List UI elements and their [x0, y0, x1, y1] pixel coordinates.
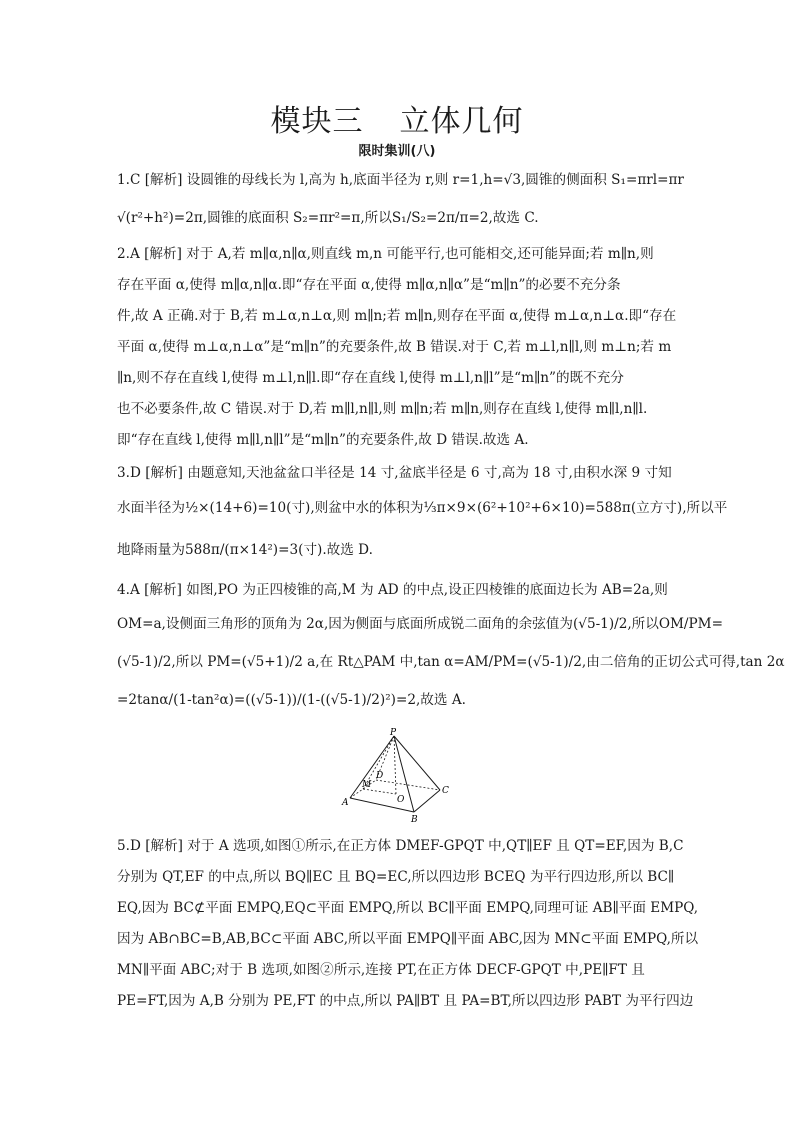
q5-line-5: MN∥平面 ABC;对于 B 选项,如图②所示,连接 PT,在正方体 DECF-GPQT 中,PE∥FT 且 [117, 962, 645, 978]
title-left: 模块三 [270, 104, 364, 139]
q2-line-5: ∥n,则不存在直线 l,使得 m⊥l,n∥l.即“存在直线 l,使得 m⊥l,n∥l”是“m∥n”的既不充分 [117, 370, 624, 386]
label-d: D [376, 771, 384, 781]
label-c: C [442, 786, 449, 796]
edge-pa [350, 736, 394, 798]
q3-line-2: 水面半径为½×(14+6)=10(寸),则盆中水的体积为⅓π×9×(6²+10²+6×10)=588π(立方寸),所以平 [117, 500, 728, 516]
q5-line-1: 5.D [解析] 对于 A 选项,如图①所示,在正方体 DMEF-GPQT 中,QT∥EF 且 QT=EF,因为 B,C [117, 838, 684, 854]
q5-line-4: 因为 AB∩BC=B,AB,BC⊂平面 ABC,所以平面 EMPQ∥平面 ABC,因为 MN⊂平面 EMPQ,所以 [117, 931, 699, 947]
q5-line-2: 分别为 QT,EF 的中点,所以 BQ∥EC 且 BQ=EC,所以四边形 BCEQ 为平行四边形,所以 BC∥ [117, 869, 675, 885]
q2-line-2: 存在平面 α,使得 m∥α,n∥α.即“存在平面 α,使得 m∥α,n∥α”是“m∥n”的必要不充分条 [117, 277, 621, 293]
edge-bc [414, 790, 440, 812]
label-m: M [362, 780, 372, 790]
q2-line-3: 件,故 A 正确.对于 B,若 m⊥α,n⊥α,则 m∥n;若 m∥n,则存在平面 α,使得 m⊥α,n⊥α.即“存在 [117, 308, 677, 324]
edge-ab [350, 798, 414, 812]
page-title [0, 96, 794, 140]
q4-line-1: 4.A [解析] 如图,PO 为正四棱锥的高,M 为 AD 的中点,设正四棱锥的底面边长为 AB=2a,则 [117, 582, 668, 598]
q3-line-3: 地降雨量为588π/(π×14²)=3(寸).故选 D. [117, 542, 373, 558]
label-p: P [390, 728, 397, 738]
q2-line-7: 即“存在直线 l,使得 m∥l,n∥l”是“m∥n”的充要条件,故 D 错误.故选 A. [117, 432, 529, 448]
q2-line-6: 也不必要条件,故 C 错误.对于 D,若 m∥l,n∥l,则 m∥n;若 m∥n,则存在直线 l,使得 m∥l,n∥l. [117, 401, 648, 417]
q5-line-6: PE=FT,因为 A,B 分别为 PE,FT 的中点,所以 PA∥BT 且 PA=BT,所以四边形 PABT 为平行四边 [117, 993, 694, 1009]
q5-line-3: EQ,因为 BC⊄平面 EMPQ,EQ⊂平面 EMPQ,所以 BC∥平面 EMPQ,同理可证 AB∥平面 EMPQ, [117, 900, 699, 916]
q4-line-2: OM=a,设侧面三角形的顶角为 2α,因为侧面与底面所成锐二面角的余弦值为(√5-1)/2,所以OM/PM= [117, 616, 723, 632]
q1-line-1: 1.C [解析] 设圆锥的母线长为 l,高为 h,底面半径为 r,则 r=1,h=√3,圆锥的侧面积 S₁=πrl=πr [117, 172, 684, 188]
q4-line-4: =2tanα/(1-tan²α)=((√5-1))/(1-((√5-1)/2)²)=2,故选 A. [117, 692, 466, 708]
q4-line-3: (√5-1)/2,所以 PM=(√5+1)/2 a,在 Rt△PAM 中,tan α=AM/PM=(√5-1)/2,由二倍角的正切公式可得,tan 2α [117, 654, 785, 670]
pyramid-figure [336, 728, 456, 828]
label-b: B [411, 815, 418, 825]
page-subtitle: 限时集训(八) [358, 144, 436, 159]
q2-line-4: 平面 α,使得 m⊥α,n⊥α”是“m∥n”的充要条件,故 B 错误.对于 C,若 m⊥l,n∥l,则 m⊥n;若 m [117, 339, 672, 355]
title-right: 立体几何 [399, 104, 524, 139]
q1-line-2: √(r²+h²)=2π,圆锥的底面积 S₂=πr²=π,所以S₁/S₂=2π/π=2,故选 C. [117, 210, 539, 226]
q2-line-1: 2.A [解析] 对于 A,若 m∥α,n∥α,则直线 m,n 可能平行,也可能相交,还可能异面;若 m∥n,则 [117, 246, 654, 262]
q3-line-1: 3.D [解析] 由题意知,天池盆盆口半径是 14 寸,盆底半径是 6 寸,高为 18 寸,由积水深 9 寸知 [117, 465, 672, 481]
label-a: A [342, 798, 349, 808]
height-po [394, 736, 396, 794]
label-o: O [397, 795, 405, 805]
